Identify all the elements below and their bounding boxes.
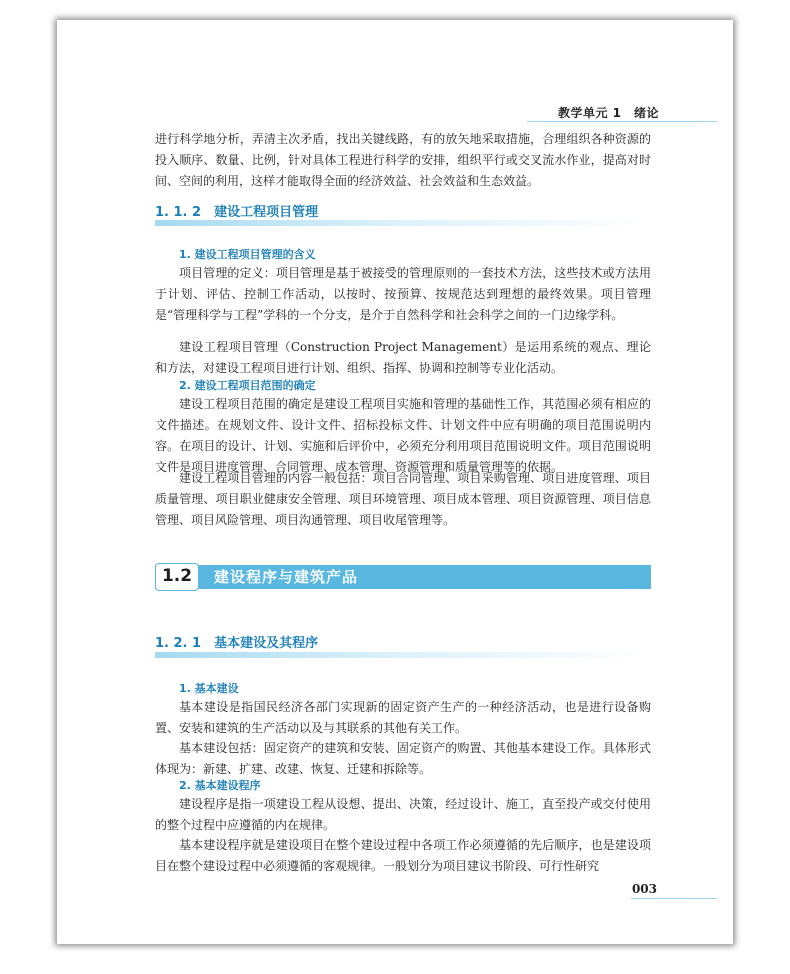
intro-paragraph: 进行科学地分析，弄清主次矛盾，找出关键线路，有的放矢地采取措施，合理组织各种资源的投入顺序、数量、比例，针对具体工程进行科学的安排，组织平行或交叉流水作业，提高对时间、空间的利用，这样才能取得全面的经济效益、社会效益和生态效益。: [155, 132, 651, 188]
chapter-title: 建设程序与建筑产品: [214, 568, 359, 586]
subheading-basic-construction-procedure: 2. 基本建设程序: [179, 779, 261, 792]
chapter-number-box: 1.2: [155, 563, 199, 591]
section-underline-bar: [155, 652, 651, 658]
footer-rule: [631, 898, 717, 899]
subheading-project-management-meaning: 1. 建设工程项目管理的含义: [179, 248, 316, 261]
header-rule: [527, 121, 717, 122]
paragraph-pm-content: 建设工程项目管理的内容一般包括：项目合同管理、项目采购管理、项目进度管理、项目质量管理、项目职业健康安全管理、项目环境管理、项目成本管理、项目资源管理、项目信息管理、项目风险管理、项目沟通管理、项目收尾管理等。: [155, 471, 651, 527]
section-heading-1-2-1: 1. 2. 1 基本建设及其程序: [155, 636, 319, 651]
book-page: [57, 20, 733, 944]
paragraph-procedure-order: 基本建设程序就是建设项目在整个建设过程中各项工作必须遵循的先后顺序，也是建设项目在整个建设过程中必须遵循的客观规律。一般划分为项目建议书阶段、可行性研究: [155, 838, 651, 873]
paragraph-basic-construction-scope: 基本建设包括：固定资产的建筑和安装、固定资产的购置、其他基本建设工作。具体形式体现为：新建、扩建、改建、恢复、迁建和拆除等。: [155, 741, 651, 776]
paragraph-procedure-def: 建设程序是指一项建设工程从设想、提出、决策，经过设计、施工，直至投产或交付使用的整个过程中应遵循的内在规律。: [155, 797, 651, 832]
paragraph-construction-pm: 建设工程项目管理（Construction Project Management）是运用系统的观点、理论和方法，对建设工程项目进行计划、组织、指挥、协调和控制等专业化活动。: [155, 340, 651, 375]
section-underline-bar: [155, 220, 651, 226]
paragraph-pm-definition: 项目管理的定义：项目管理是基于被接受的管理原则的一套技术方法，这些技术或方法用于计划、评估、控制工作活动，以按时、按预算、按规范达到理想的最终效果。项目管理是“管理科学与工程”学科的一个分支，是介于自然科学和社会科学之间的一门边缘学科。: [155, 266, 651, 322]
page-number: 003: [631, 882, 657, 896]
section-heading-1-1-2: 1. 1. 2 建设工程项目管理: [155, 205, 319, 220]
subheading-basic-construction: 1. 基本建设: [179, 682, 239, 695]
subheading-scope-determination: 2. 建设工程项目范围的确定: [179, 379, 316, 392]
paragraph-basic-construction-def: 基本建设是指国民经济各部门实现新的固定资产生产的一种经济活动，也是进行设备购置、安装和建筑的生产活动以及与其联系的其他有关工作。: [155, 700, 651, 735]
running-header: 教学单元 1 绪论: [557, 106, 659, 120]
paragraph-scope: 建设工程项目范围的确定是建设工程项目实施和管理的基础性工作，其范围必须有相应的文件描述。在规划文件、设计文件、招标投标文件、计划文件中应有明确的项目范围说明内容。在项目的设计、计划、实施和后评价中，必须充分利用项目范围说明文件。项目范围说明文件是项目进度管理、合同管理、成本管理、资源管理和质量管理等的依据。: [155, 397, 651, 474]
